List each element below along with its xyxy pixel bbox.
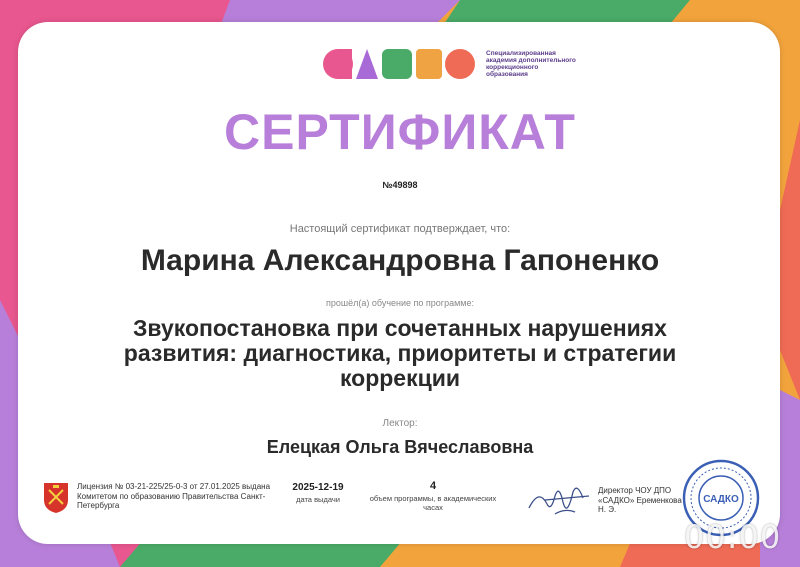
hours-value: 4 <box>429 480 437 492</box>
program-name: Звукопостановка при сочетанных нарушениях развития: диагностика, приоритеты и стратегии коррекции <box>123 315 677 391</box>
sadko-logo <box>320 46 576 82</box>
license-text: Лицензия № 03-21-225/25-0-3 от 27.01.2025 выдана Комитетом по образованию Правительства Санкт-Петербурга <box>77 482 271 510</box>
passed-text: прошёл(а) обучение по программе: <box>326 298 474 308</box>
issue-date-label: дата выдачи <box>296 495 340 504</box>
spb-emblem-icon <box>43 482 69 519</box>
lector-label: Лектор: <box>382 418 418 429</box>
recipient-name: Марина Александровна Гапоненко <box>140 244 660 277</box>
sadko-logo-icon <box>320 46 480 82</box>
director-signature-icon <box>525 478 595 527</box>
certificate-number: №49898 <box>382 180 418 190</box>
confirm-text: Настоящий сертификат подтверждает, что: <box>289 223 511 235</box>
issue-date: 2025-12-19 <box>292 482 344 493</box>
hours-label: объем программы, в академических часах <box>369 494 497 512</box>
issue-date-block <box>283 482 353 504</box>
director-text: Директор ЧОУ ДПО «САДКО» Еременкова Н. Э. <box>598 486 682 514</box>
hours-block <box>368 480 498 512</box>
stamp-text: САДКО <box>703 494 739 505</box>
certificate-title: СЕРТИФИКАТ <box>224 104 576 160</box>
video-timer: 00:00 <box>684 518 782 556</box>
logo-caption: Специализированная академия дополнительного коррекционного образования <box>486 49 576 79</box>
lector-name: Елецкая Ольга Вячеславовна <box>266 437 534 457</box>
certificate-card <box>18 22 780 544</box>
